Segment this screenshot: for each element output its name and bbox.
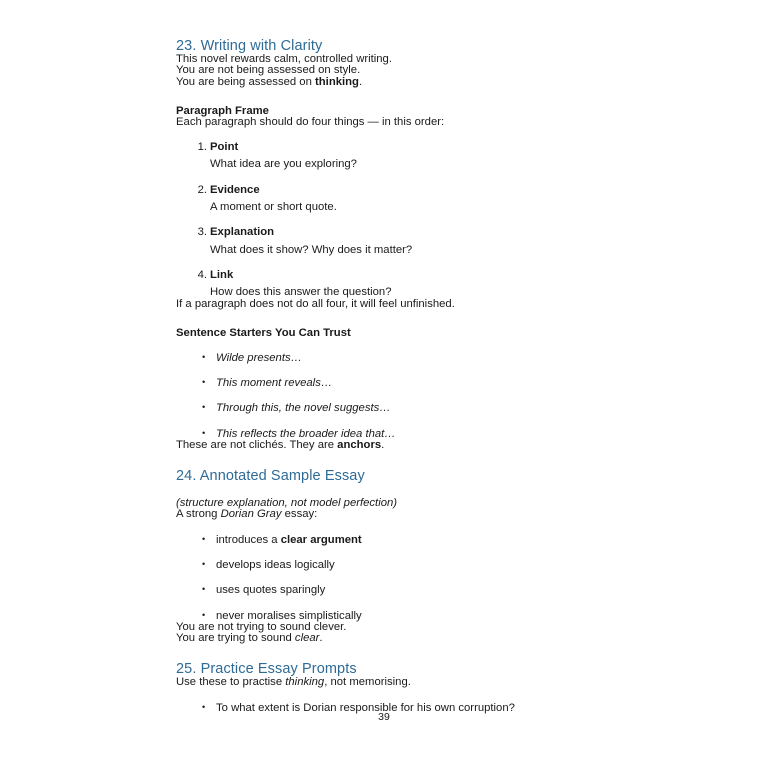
novel-title: Dorian Gray (220, 508, 282, 521)
prompt-lead-post: , not memorising. (324, 676, 411, 689)
section-25-lead (176, 677, 592, 688)
paragraph-frame-closing: If a paragraph does not do all four, it will feel unfinished. (176, 297, 455, 310)
list-item (210, 256, 592, 299)
section-heading-24: 24. Annotated Sample Essay (176, 468, 365, 485)
list-item (216, 571, 592, 596)
lead-pre: A strong (176, 508, 221, 521)
list-item: • To what extent is Dorian responsible for his own corruption? (216, 689, 592, 714)
list-item (216, 546, 592, 571)
quality-emphasis: clear argument (280, 533, 362, 546)
list-item (216, 521, 592, 546)
section-heading-25: 25. Practice Essay Prompts (176, 661, 357, 678)
frame-term: Evidence (210, 183, 260, 196)
list-item: • This moment reveals… (216, 364, 592, 389)
paragraph-frame-lead: Each paragraph should do four things — in this order: (176, 115, 445, 128)
frame-desc: A moment or short quote. (210, 201, 337, 214)
frame-desc: What idea are you exploring? (210, 158, 357, 171)
assessment-emphasis: thinking (315, 75, 359, 88)
assessment-line-1: You are not being assessed on style. (176, 64, 361, 77)
section-heading-23: 23. Writing with Clarity (176, 38, 323, 54)
anchors-line (176, 440, 592, 451)
section-24-lead (176, 509, 592, 520)
section-23-intro: This novel rewards calm, controlled writing. (176, 53, 392, 65)
list-item: • Through this, the novel suggests… (216, 389, 592, 414)
list-item (210, 213, 592, 256)
closing-pre: You are trying to sound (176, 632, 295, 645)
prompt-lead-emphasis: thinking (285, 676, 325, 689)
sentence-starters-list (176, 339, 592, 440)
frame-desc: How does this answer the question? (210, 286, 392, 299)
paragraph-frame-heading: Paragraph Frame (176, 104, 269, 117)
quality-pre: uses quotes sparingly (216, 584, 326, 597)
lead-post: essay: (281, 508, 318, 521)
frame-term: Point (210, 141, 239, 154)
list-item: • Wilde presents… (216, 339, 592, 364)
section-24-subtitle: (structure explanation, not model perfection) (176, 497, 398, 510)
document-page (176, 0, 592, 768)
assessment-line-2-pre: You are being assessed on (176, 75, 316, 88)
closing-emphasis: clear (294, 632, 320, 645)
essay-qualities-list (176, 521, 592, 622)
page-number: 39 (378, 711, 390, 723)
section-24-closing-1: You are not trying to sound clever. (176, 620, 347, 633)
quality-pre: develops ideas logically (216, 558, 335, 571)
quality-pre: introduces a (216, 533, 281, 546)
list-item (210, 128, 592, 171)
closing-post: . (319, 632, 323, 645)
anchors-pre: These are not clichés. They are (176, 439, 338, 452)
quality-pre: never moralises simplistically (216, 609, 362, 622)
anchors-post: . (381, 439, 385, 452)
paragraph-frame-list (176, 128, 592, 298)
frame-term: Explanation (210, 226, 275, 239)
sentence-starters-heading: Sentence Starters You Can Trust (176, 326, 351, 339)
anchors-emphasis: anchors (337, 439, 382, 452)
list-item: • This reflects the broader idea that… (216, 415, 592, 440)
frame-term: Link (210, 268, 234, 281)
frame-desc: What does it show? Why does it matter? (210, 243, 413, 256)
assessment-line-2 (176, 77, 592, 88)
prompt-lead-pre: Use these to practise (176, 676, 286, 689)
list-item (216, 597, 592, 622)
section-24-closing-2 (176, 633, 592, 644)
assessment-line-2-post: . (358, 75, 363, 88)
list-item (210, 171, 592, 214)
